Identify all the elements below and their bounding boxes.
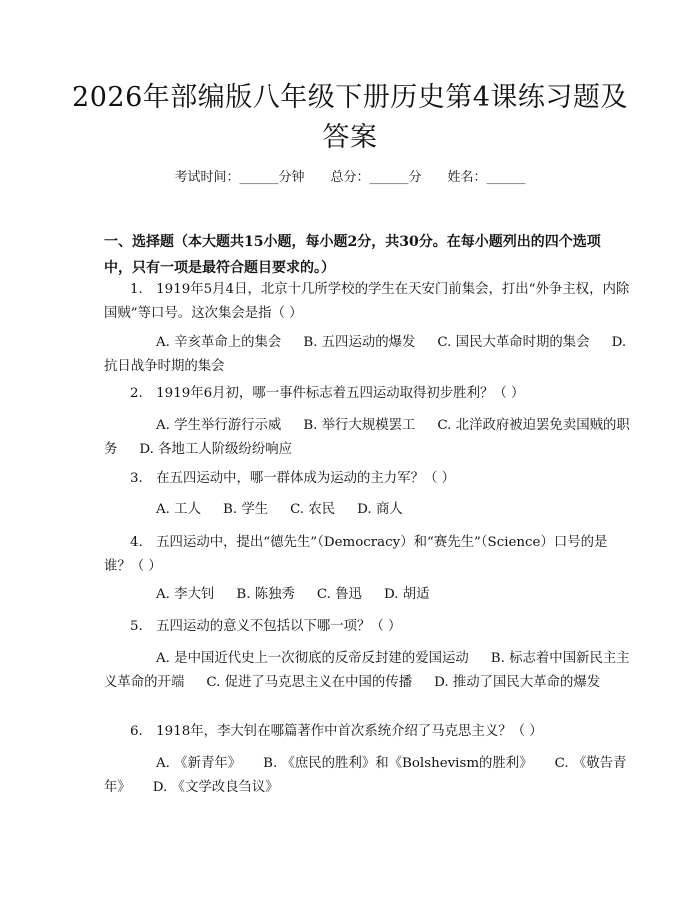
question-3-option-c: C. 农民 [290, 502, 336, 517]
question-6-stem: 6. 1918年，李大钊在哪篇著作中首次系统介绍了马克思主义？（ ） [130, 724, 543, 739]
question-4-options [104, 583, 630, 607]
question-2-option-b: B. 举行大规模罢工 [303, 418, 416, 433]
question-3-options [104, 498, 630, 522]
question-3-option-a: A. 工人 [156, 502, 201, 517]
question-4-option-c: C. 鲁迅 [316, 587, 362, 602]
exam-name-label: 姓名：______ [447, 170, 526, 185]
question-1-options [104, 331, 630, 379]
question-2-stem: 2. 1919年6月初，哪一事件标志着五四运动取得初步胜利？（ ） [130, 386, 525, 401]
question-6-option-c: C. 《敬告青年》 [104, 756, 627, 795]
question-5-options [104, 647, 630, 695]
section-heading: 一、选择题（本大题共15小题，每小题2分，共30分。在每小题列出的四个选项中，只有一项是最符合题目要求的。） [104, 234, 601, 276]
question-1-option-b: B. 五四运动的爆发 [303, 335, 416, 350]
question-4-stem: 4. 五四运动中，提出“德先生”（Democracy）和“赛先生”（Science）口号的是谁？（ ） [104, 535, 608, 574]
question-2-options [104, 414, 630, 462]
question-5-option-c: C. 促进了马克思主义在中国的传播 [206, 675, 413, 690]
question-1-option-d: D. 抗日战争时期的集会 [104, 335, 627, 374]
question-4-option-b: B. 陈独秀 [236, 587, 295, 602]
question-2-option-a: A. 学生举行游行示威 [156, 418, 282, 433]
exam-time-label: 考试时间：______分钟 [174, 170, 305, 185]
question-3-option-b: B. 学生 [222, 502, 269, 517]
question-5-option-a: A. 是中国近代史上一次彻底的反帝反封建的爱国运动 [156, 651, 469, 666]
question-6-options [104, 752, 630, 800]
question-1-option-c: C. 国民大革命时期的集会 [437, 335, 590, 350]
question-6-option-b: B. 《庶民的胜利》和《Bolshevism的胜利》 [263, 756, 533, 771]
exam-score-label: 总分：______分 [330, 170, 422, 185]
question-1-stem: 1. 1919年5月4日，北京十几所学校的学生在天安门前集会，打出“外争主权，内除国贼”等口号。这次集会是指（ ） [104, 282, 630, 321]
question-6-option-a: A. 《新青年》 [156, 756, 242, 771]
question-5-option-d: D. 推动了国民大革命的爆发 [434, 675, 601, 690]
question-5-option-b: B. 标志着中国新民主主义革命的开端 [104, 651, 630, 690]
exam-meta-line [0, 169, 700, 187]
question-3-stem: 3. 在五四运动中，哪一群体成为运动的主力军？（ ） [130, 471, 456, 486]
question-6-option-d: D. 《文学改良刍议》 [152, 780, 279, 795]
question-1-option-a: A. 辛亥革命上的集会 [156, 335, 282, 350]
question-2-option-c: C. 北洋政府被迫罢免卖国贼的职务 [104, 418, 630, 457]
question-5-stem: 5. 五四运动的意义不包括以下哪一项？（ ） [130, 619, 402, 634]
question-4-option-a: A. 李大钊 [156, 587, 215, 602]
question-2-option-d: D. 各地工人阶级纷纷响应 [139, 442, 293, 457]
question-3-option-d: D. 商人 [357, 502, 403, 517]
document-title: 2026年部编版八年级下册历史第4课练习题及答案 [72, 82, 628, 153]
question-4-option-d: D. 胡适 [383, 587, 430, 602]
